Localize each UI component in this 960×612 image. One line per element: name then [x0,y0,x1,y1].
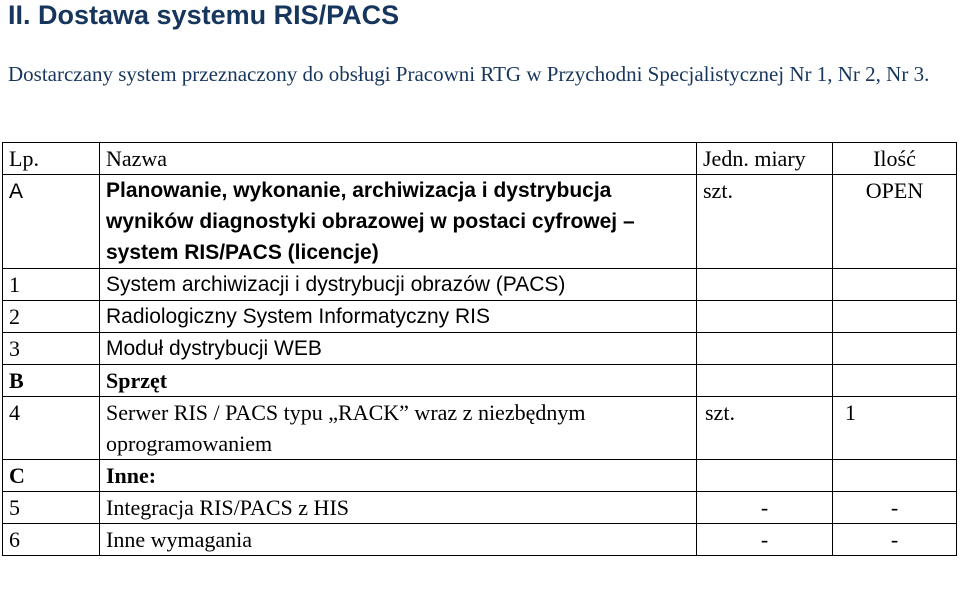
row-name: Serwer RIS / PACS typu „RACK” wraz z niezbędnym oprogramowaniem [100,397,697,460]
row-qty: - [833,492,957,524]
row-name: Sprzęt [100,365,697,397]
header-name: Nazwa [100,143,697,175]
row-qty [833,269,957,301]
row-name: Radiologiczny System Informatyczny RIS [100,301,697,333]
specification-table [2,142,957,556]
header-lp: Lp. [3,143,100,175]
row-qty [833,301,957,333]
row-lp: C [3,460,100,492]
row-unit [697,365,833,397]
table-row [3,269,957,301]
row-name: Planowanie, wykonanie, archiwizacja i dystrybucja wyników diagnostyki obrazowej w postaci cyfrowej – system RIS/PACS (licencje) [100,175,697,269]
section-heading: II. Dostawa systemu RIS/PACS [8,0,400,30]
row-qty: 1 [833,397,957,460]
row-name: Integracja RIS/PACS z HIS [100,492,697,524]
row-name: Inne wymagania [100,524,697,556]
row-unit: - [697,492,833,524]
row-unit: - [697,524,833,556]
row-unit [697,460,833,492]
table-row [3,492,957,524]
row-lp: B [3,365,100,397]
row-name: Inne: [100,460,697,492]
row-qty [833,365,957,397]
row-lp: 1 [3,269,100,301]
row-unit [697,333,833,365]
header-unit: Jedn. miary [697,143,833,175]
table-row [3,365,957,397]
table-row [3,397,957,460]
row-lp: 3 [3,333,100,365]
table-row [3,301,957,333]
row-qty: OPEN [833,175,957,269]
row-lp: 4 [3,397,100,460]
row-lp: 6 [3,524,100,556]
row-unit [697,269,833,301]
row-name: System archiwizacji i dystrybucji obrazów (PACS) [100,269,697,301]
row-unit: szt. [697,175,833,269]
intro-paragraph: Dostarczany system przeznaczony do obsługi Pracowni RTG w Przychodni Specjalistycznej Nr 1, Nr 2, Nr 3. [8,62,930,86]
table-row [3,333,957,365]
table-row [3,524,957,556]
row-qty [833,333,957,365]
table-row [3,175,957,269]
row-qty [833,460,957,492]
header-qty: Ilość [833,143,957,175]
row-lp [3,175,100,269]
row-qty: - [833,524,957,556]
row-name: Moduł dystrybucji WEB [100,333,697,365]
row-lp: 5 [3,492,100,524]
row-lp-text: A [9,180,24,203]
row-unit [697,301,833,333]
table-header-row [3,143,957,175]
row-lp: 2 [3,301,100,333]
table-row [3,460,957,492]
row-unit: szt. [697,397,833,460]
